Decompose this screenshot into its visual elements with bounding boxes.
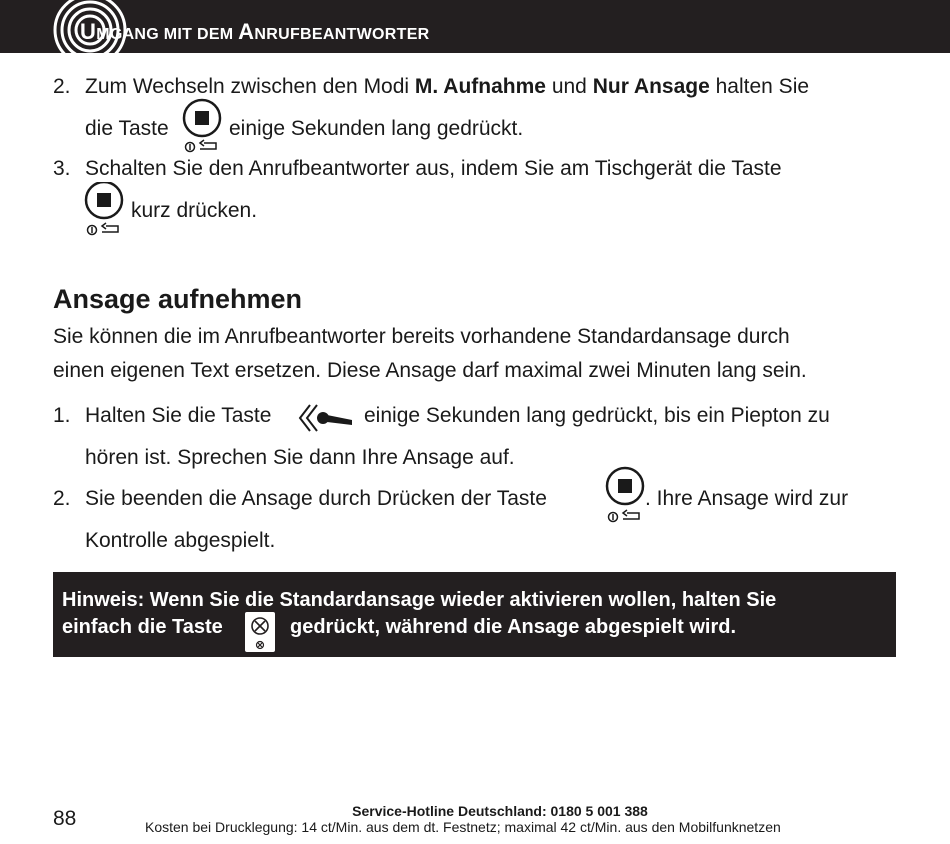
hint-line-2-start: einfach die Taste <box>62 616 223 638</box>
step-2-line-2 <box>85 116 169 142</box>
step-text-part: einige Sekunden lang gedrückt, bis ein Piepton zu <box>364 404 830 427</box>
step-text-part: . Ihre Ansage wird zur <box>645 487 849 510</box>
step-text-part: Zum Wechseln zwischen den Modi <box>85 75 415 98</box>
step-text <box>85 74 809 100</box>
step-text-part: kurz drücken. <box>131 199 258 222</box>
stop-button-icon <box>82 182 126 240</box>
record-step-1-line-2 <box>85 445 515 471</box>
step-2-line-2-end <box>229 116 523 142</box>
step-3-line-2 <box>131 198 257 224</box>
step-number: 2. <box>53 75 71 98</box>
step-text-part: halten Sie <box>709 75 810 98</box>
header-title-initial-2: A <box>238 19 255 44</box>
step-number: 2. <box>53 487 71 510</box>
step-text-part: die Taste <box>85 117 169 140</box>
step-number: 1. <box>53 404 71 427</box>
stop-button-icon <box>603 466 647 524</box>
hint-line-1: Hinweis: Wenn Sie die Standardansage wieder aktivieren wollen, halten Sie <box>62 589 777 611</box>
record-microphone-icon <box>296 401 356 435</box>
delete-key-icon <box>243 610 277 654</box>
step-text-part: Kontrolle abgespielt. <box>85 529 276 552</box>
header-title <box>80 19 430 45</box>
stop-button-icon <box>180 98 224 156</box>
section-title: Ansage aufnehmen <box>53 284 303 314</box>
step-text: Halten Sie die Taste <box>85 404 272 427</box>
step-number: 3. <box>53 157 71 180</box>
cost-note: Kosten bei Drucklegung: 14 ct/Min. aus dem dt. Festnetz; maximal 42 ct/Min. aus den Mobilfunknetzen <box>145 819 781 835</box>
page-number: 88 <box>53 807 77 830</box>
hint-line-2-end: gedrückt, während die Ansage abgespielt wird. <box>290 616 737 638</box>
mode-aufnahme-label: M. Aufnahme <box>414 75 546 98</box>
service-hotline: Service-Hotline Deutschland: 0180 5 001 388 <box>352 803 648 819</box>
record-step-2-line-1-end <box>645 486 848 512</box>
step-text-part: und <box>545 75 593 98</box>
section-intro-line-1: Sie können die im Anrufbeantworter bereits vorhandene Standardansage durch <box>53 325 790 348</box>
record-step-1-line-1-end <box>364 403 830 429</box>
step-text: Schalten Sie den Anrufbeantworter aus, indem Sie am Tischgerät die Taste <box>85 157 782 180</box>
section-intro-line-2: einen eigenen Text ersetzen. Diese Ansage darf maximal zwei Minuten lang sein. <box>53 359 807 382</box>
mode-nur-ansage-label: Nur Ansage <box>592 75 710 98</box>
step-text-part: hören ist. Sprechen Sie dann Ihre Ansage auf. <box>85 446 515 469</box>
step-text: Sie beenden die Ansage durch Drücken der Taste <box>85 487 547 510</box>
page-header <box>0 0 950 53</box>
header-title-part-2: NRUFBEANTWORTER <box>254 26 430 43</box>
record-step-2-line-2 <box>85 528 275 554</box>
hint-box <box>53 572 896 657</box>
header-title-initial-1: U <box>80 19 97 44</box>
step-text-part: einige Sekunden lang gedrückt. <box>229 117 524 140</box>
header-title-part-1: MGANG MIT DEM <box>96 26 239 43</box>
